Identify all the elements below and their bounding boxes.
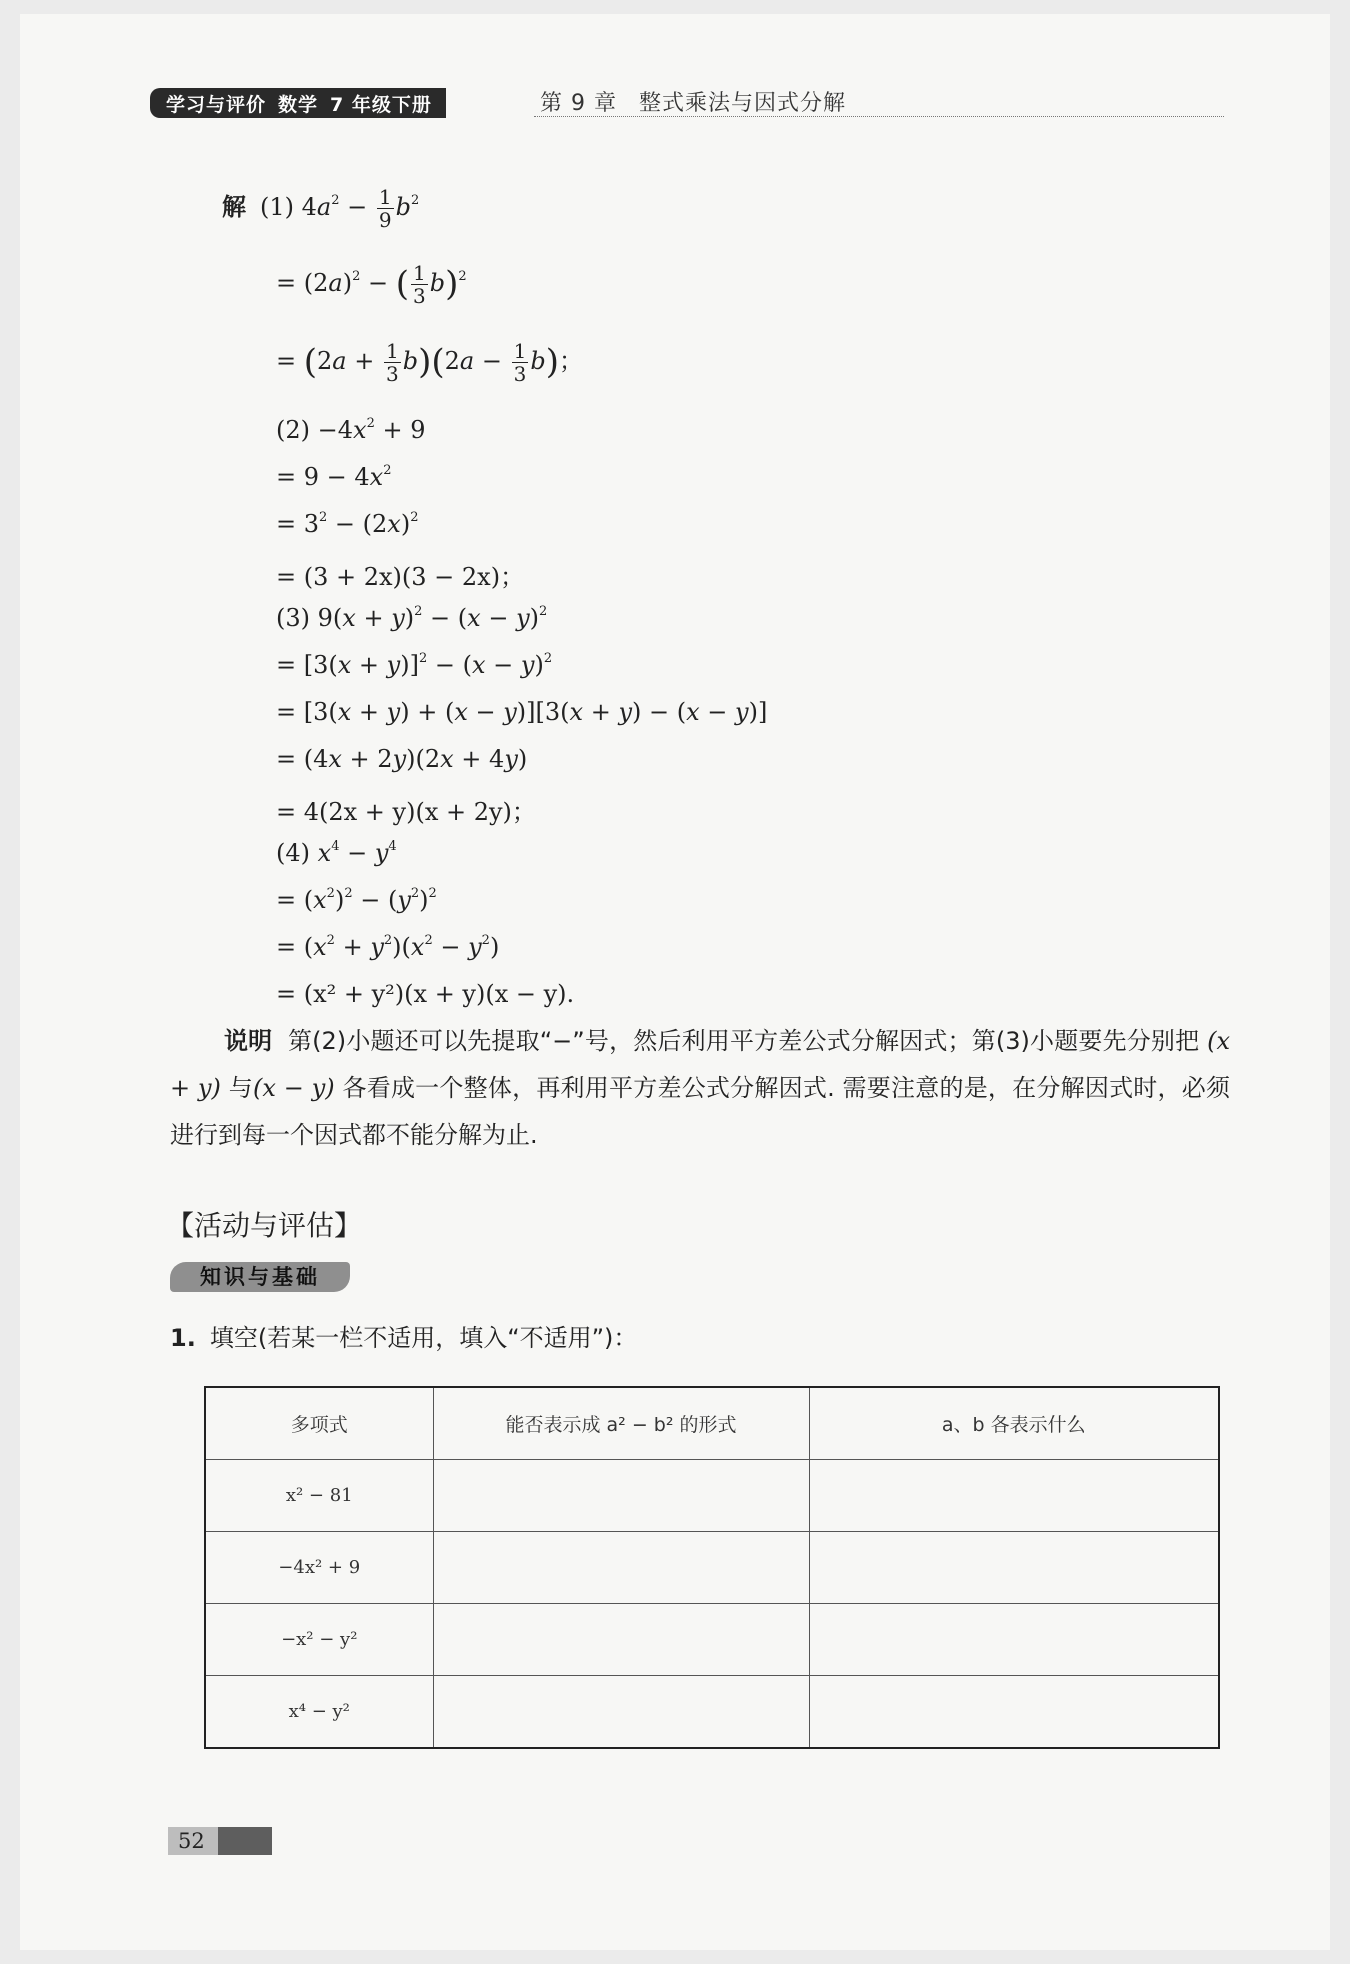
solution-1-line-1: 解 (1) $4a^2$ − $\frac{1}{9}$ $b^2$	[222, 185, 420, 232]
page-number: 52	[178, 1829, 205, 1853]
solution-2-line-4: = (3 + 2x)(3 − 2x)；	[276, 563, 525, 591]
solution-3-line-5: = 4(2x + y)(x + 2y)；	[276, 798, 536, 826]
answer-cell-meaning[interactable]	[809, 1532, 1219, 1604]
answer-cell-form[interactable]	[433, 1460, 809, 1532]
semicolon: ；	[558, 347, 583, 375]
grade-label: 7 年级下册	[330, 93, 432, 116]
fraction: $\frac{1}{3}$	[513, 339, 527, 386]
fraction: $\frac{1}{3}$	[385, 339, 399, 386]
table-row	[205, 1532, 1219, 1604]
chapter-heading	[540, 86, 846, 117]
note-text-b: 与	[228, 1074, 253, 1102]
answer-cell-form[interactable]	[433, 1604, 809, 1676]
answer-cell-form[interactable]	[433, 1532, 809, 1604]
answer-cell-meaning[interactable]	[809, 1604, 1219, 1676]
note-text-c: 各看成一个整体，再利用平方差公式分解因式. 需要注意的是，在分解因式时，必须进行到每一个因式都不能分解为止.	[170, 1074, 1230, 1149]
polynomial-cell: x⁴ − y²	[205, 1676, 433, 1749]
solution-1-line-3: = (2a + $\frac{1}{3}$ b)(2a − $\frac{1}{3}$ b)；	[276, 339, 583, 386]
note-expr-2: (x − y)	[252, 1074, 335, 1102]
table-row	[205, 1604, 1219, 1676]
subject-label: 数学	[278, 93, 319, 116]
solution-2-line-1: $(2) -4x^2 + 9$	[276, 416, 426, 444]
solution-3-line-4: = (4x + 2y)(2x + 4y)	[276, 745, 528, 773]
polynomial-cell: x² − 81	[205, 1460, 433, 1532]
solution-1-line-2: = $(2a)^2$ − ( $\frac{1}{3}$ b)$^2$	[276, 261, 467, 308]
table-row	[205, 1460, 1219, 1532]
answer-cell-form[interactable]	[433, 1676, 809, 1749]
header-polynomial: 多项式	[205, 1387, 433, 1460]
solution-2-line-2: = $9 - 4x^2$	[276, 463, 392, 491]
solution-label: 解	[222, 193, 246, 221]
note-text-a: 第(2)小题还可以先提取“−”号，然后利用平方差公式分解因式；第(3)小题要先分别把	[287, 1027, 1200, 1055]
solution-4-line-2: = $(x^2)^2 - (y^2)^2$	[276, 886, 437, 914]
part-tag-2: (2)	[276, 416, 310, 444]
polynomial-cell: −x² − y²	[205, 1604, 433, 1676]
solution-3-line-1: (3) $9(x + y)^2 - (x - y)^2$	[276, 604, 548, 632]
note-paragraph	[170, 1018, 1230, 1159]
header-a-b-meaning: a、b 各表示什么	[809, 1387, 1219, 1460]
fraction: $\frac{1}{9}$	[378, 185, 392, 232]
table-header-row	[205, 1387, 1219, 1460]
part-tag-1: (1)	[260, 193, 294, 221]
answer-cell-meaning[interactable]	[809, 1676, 1219, 1749]
question-number: 1.	[170, 1324, 196, 1352]
part-tag-3: (3)	[276, 604, 310, 632]
fraction: $\frac{1}{3}$	[412, 261, 426, 308]
header-banner	[150, 88, 446, 118]
solution-3-line-2: = $[3(x + y)]^2 - (x - y)^2$	[276, 651, 553, 679]
question-text: 填空(若某一栏不适用，填入“不适用”)：	[209, 1324, 638, 1352]
part-tag-4: (4)	[276, 839, 310, 867]
solution-2-line-3: = $3^2 - (2x)^2$	[276, 510, 419, 538]
question-1	[170, 1318, 637, 1353]
header-difference-of-squares: 能否表示成 a² − b² 的形式	[433, 1387, 809, 1460]
fill-in-table	[204, 1386, 1220, 1749]
solution-4-line-4: = (x² + y²)(x + y)(x − y).	[276, 980, 575, 1008]
chapter-title: 整式乘法与因式分解	[638, 91, 846, 116]
polynomial-cell: −4x² + 9	[205, 1532, 433, 1604]
solution-3-line-3: = [3(x + y) + (x − y)][3(x + y) − (x − y)]	[276, 698, 768, 726]
activity-title: 【活动与评估】	[166, 1209, 363, 1242]
note-expr-1: (x + y)	[170, 1027, 1231, 1102]
note-label: 说明	[224, 1027, 273, 1055]
header-rule	[534, 116, 1224, 117]
table-row	[205, 1676, 1219, 1749]
solution-4-line-3: = $(x^2 + y^2)(x^2 - y^2)$	[276, 933, 500, 961]
chapter-number: 第 9 章	[540, 91, 617, 116]
answer-cell-meaning[interactable]	[809, 1460, 1219, 1532]
knowledge-badge: 知识与基础	[170, 1262, 350, 1292]
solution-4-line-1: (4) $x^4 - y^4$	[276, 839, 397, 867]
series-label: 学习与评价	[166, 93, 267, 116]
page-number-tab	[168, 1827, 272, 1855]
